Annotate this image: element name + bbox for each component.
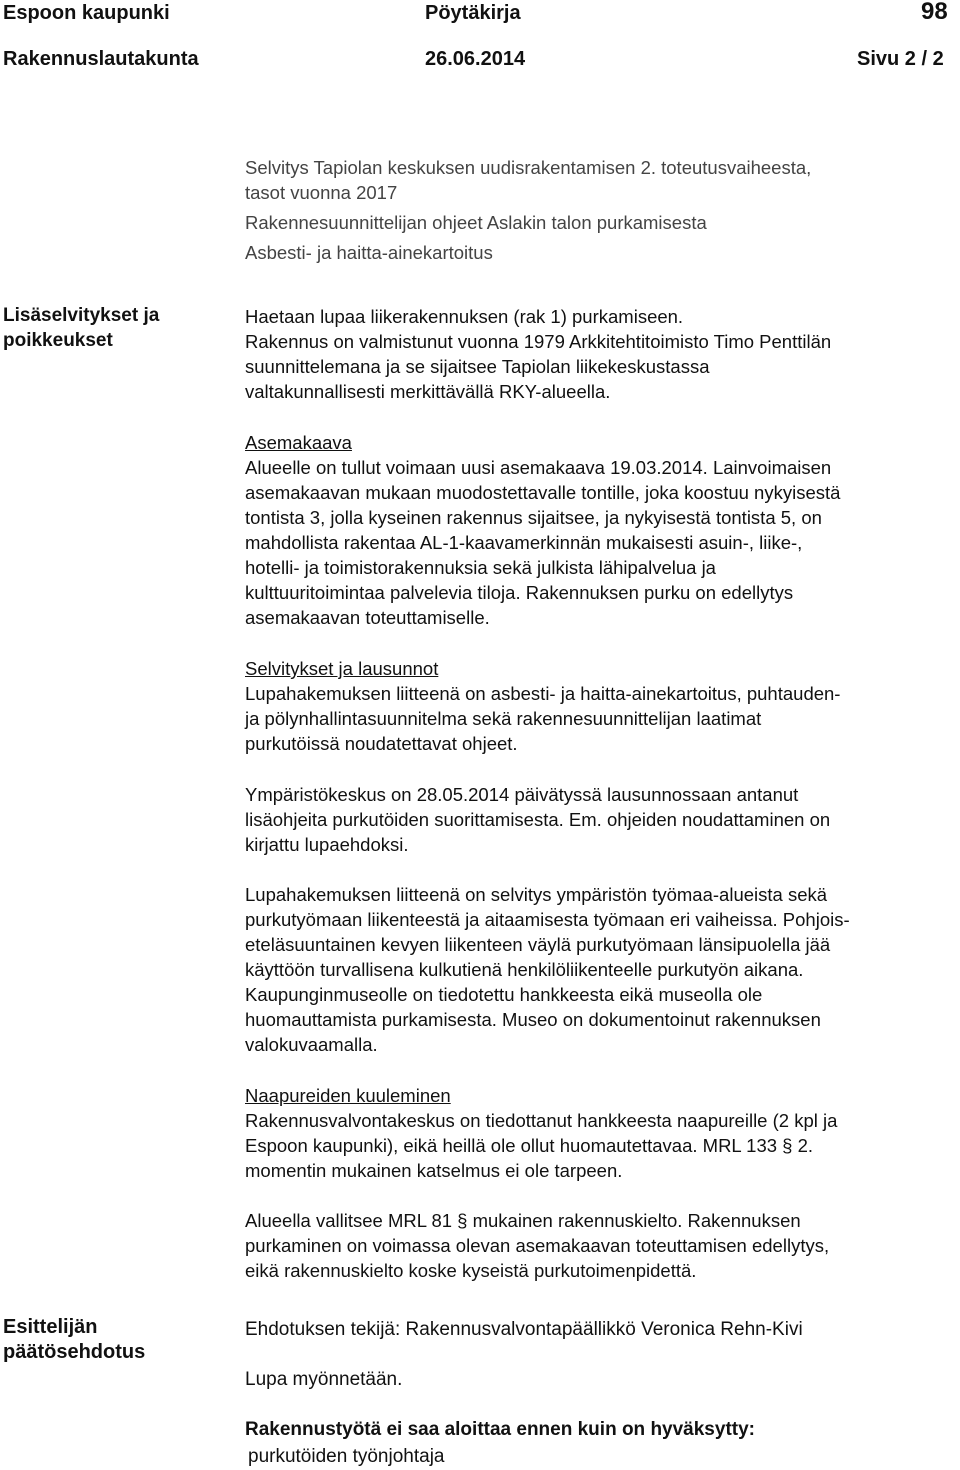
- attachments-list: [245, 155, 955, 265]
- naapurit-heading: Naapureiden kuuleminen: [245, 1085, 451, 1106]
- asemakaava-heading: Asemakaava: [245, 432, 352, 453]
- meeting-date: 26.06.2014: [425, 48, 526, 70]
- asemakaava-section: Asemakaava Alueelle on tullut voimaan uusi asemakaava 19.03.2014. Lainvoimaisen asemakaavan mukaan muodostettavalle tontille, joka koostuu nykyisestä tontista 3, jolla kyseinen rakennus sijaitsee, ja nykyisestä tontista 5, on mahdollista rakentaa AL-1-kaavamerkinnän mukaisesti asuin-, liike-, hotelli- ja toimistorakennuksia sekä julkista lähipalvelua ja kulttuuritoimintaa palvelevia tiloja. Rakennuksen purku on edellytys asemakaavan toteuttamiselle.: [245, 430, 955, 630]
- section-label-esittelija: Esittelijän päätösehdotus: [3, 1316, 146, 1363]
- attachment-line: tasot vuonna 2017: [245, 182, 398, 203]
- attachment-line: Rakennesuunnittelijan ohjeet Aslakin talon purkamisesta: [245, 212, 707, 233]
- city-name: Espoon kaupunki: [3, 2, 170, 24]
- attachment-line: Selvitys Tapiolan keskuksen uudisrakentamisen 2. toteutusvaiheesta,: [245, 157, 812, 178]
- lupa-decision: Lupa myönnetään.: [245, 1369, 403, 1390]
- tyomaa-paragraph: Lupahakemuksen liitteenä on selvitys ympäristön työmaa-alueista sekä purkutyömaan liikenteestä ja aitaamisesta työmaan eri vaiheissa. Pohjois- eteläsuuntainen kevyen liikenteen väylä purkutyömaan länsipuolella jää käyttöön turvallisena kulkutienä henkilöliikenteelle purkutyön aikana. Kaupunginmuseolle on tiedotettu hankkeesta eikä museolla ole huomauttamista purkamisesta. Museo on dokumentoinut rakennuksen valokuvaamalla.: [245, 884, 850, 1055]
- page-info: Sivu 2 / 2: [857, 48, 944, 70]
- board-name: Rakennuslautakunta: [3, 48, 199, 70]
- ehdotuksen-tekija: Ehdotuksen tekijä: Rakennusvalvontapäällikkö Veronica Rehn-Kivi: [245, 1319, 803, 1340]
- selvitykset-heading: Selvitykset ja lausunnot: [245, 658, 439, 679]
- selvitykset-section: Selvitykset ja lausunnot Lupahakemuksen liitteenä on asbesti- ja haitta-ainekartoitus, puhtauden- ja pölynhallintasuunnitelma sekä rakennesuunnittelijan laatimat purkutöissä noudatettavat ohjeet.: [245, 656, 955, 756]
- intro-paragraph: Haetaan lupaa liikerakennuksen (rak 1) purkamiseen. Rakennus on valmistunut vuonna 1979 Arkkitehtitoimisto Timo Penttilän suunnittelemana ja se sijaitsee Tapiolan liikekeskustassa valtakunnallisesti merkittävällä RKY-alueella.: [245, 306, 832, 402]
- condition-item: purkutöiden työnjohtaja: [248, 1446, 445, 1467]
- attachment-line: Asbesti- ja haitta-ainekartoitus: [245, 242, 493, 263]
- section-label-lisaselvitykset: Lisäselvitykset ja poikkeukset: [3, 305, 160, 351]
- condition-heading: Rakennustyötä ei saa aloittaa ennen kuin on hyväksytty:: [245, 1419, 755, 1440]
- ymparistokeskus-paragraph: Ympäristökeskus on 28.05.2014 päivätyssä lausunnossaan antanut lisäohjeita purkutöiden suorittamisesta. Em. ohjeiden noudattaminen on kirjattu lupaehdoksi.: [245, 784, 831, 855]
- rakennuskielto-paragraph: Alueella vallitsee MRL 81 § mukainen rakennuskielto. Rakennuksen purkaminen on voimassa olevan asemakaavan toteuttamisen edellytys, eikä rakennuskielto koske kyseistä purkutoimenpidettä.: [245, 1210, 830, 1281]
- naapurit-section: Naapureiden kuuleminen Rakennusvalvontakeskus on tiedottanut hankkeesta naapureille (2 kpl ja Espoon kaupunki), eikä heillä ole ollut huomautettavaa. MRL 133 § 2. momentin mukainen katselmus ei ole tarpeen.: [245, 1083, 955, 1183]
- doc-type: Pöytäkirja: [425, 2, 521, 24]
- page-number: 98: [921, 0, 948, 25]
